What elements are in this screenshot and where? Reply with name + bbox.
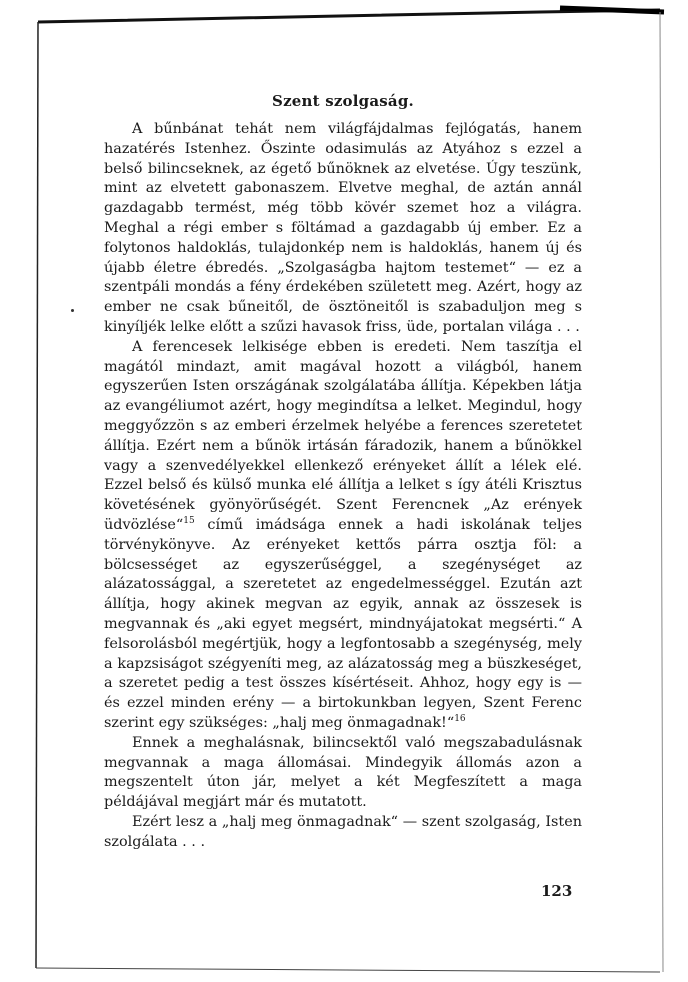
page-body [104, 84, 582, 852]
paragraph-2: A ferencesek lelkisége ebben is eredeti. Nem taszítja el magától mindazt, amit magával hozott a világból, hanem egyszerűen Isten országának szolgálatába állítja. Képekben látja az evangéliumot azért, hogy megindítsa a lelket. Megindul, hogy meggyőzzön s az emberi érzelmek helyébe a ferences szeretetet állítja. Ezért nem a bűnök irtásán fáradozik, hanem a bűnökkel vagy a szenvedélyekkel ellenkező erényeket állít a lélek elé. Ezzel belső és külső munka elé állítja a lelket s így átéli Krisztus követésének gyönyörűségét. Szent Ferencnek „Az erények üdvözlése“$^{15}$ című imádsága ennek a hadi iskolának teljes törvénykönyve. Az erényeket kettős párra osztja föl: a bölcsességet az egyszerűséggel, a szegénységet az alázatossággal, a szeretetet az engedelmességgel. Ezután azt állítja, hogy akinek megvan az egyik, annak az összesek is megvannak és „aki egyet megsért, mindnyájatokat megsérti.“ A felsorolásból megértjük, hogy a legfontosabb a szegénység, mely a kapzsiságot szégyeníti meg, az alázatosság meg a büszkeséget, a szeretet pedig a test összes kísértéseit. Ahhoz, hogy egy is — és ezzel minden erény — a birtokunkban legyen, Szent Ferenc szerint egy szükséges: „halj meg önmagadnak!“$^{16}$ [104, 338, 582, 731]
paragraph-1: A bűnbánat tehát nem világfájdalmas fejlógatás, hanem hazatérés Istenhez. Őszinte odasimulás az Atyához s ezzel a belső bilincseknek, az égető bűnöknek az elvetése. Úgy teszünk, mint az elvetett gabonaszem. Elvetve meghal, de aztán annál gazdagabb termést, még több kövér szemet hoz a világra. Meghal a régi ember s föltámad a gazdagabb új ember. Ez a folytonos haldoklás, tulajdonkép nem is haldoklás, hanem új és újabb életre ébredés. „Szolgaságba hajtom testemet“ — ez a szentpáli mondás a fény érdekében született meg. Azért, hogy az ember ne csak bűneitől, de ösztöneitől is szabaduljon meg s kinyíljék lelke előtt a szűzi havasok friss, üde, portalan világa . . . [104, 121, 582, 335]
page-number: 123 [541, 882, 573, 900]
paragraph-4: Ezért lesz a „halj meg önmagadnak“ — szent szolgaság, Isten szolgálata . . . [104, 813, 582, 850]
footnote-ref-15: 15 [183, 516, 195, 527]
scan-speck [71, 309, 74, 312]
footnote-ref-16: 16 [454, 714, 466, 725]
paragraph-3: Ennek a meghalásnak, bilincsektől való megszabadulásnak megvannak a maga állomásai. Mindegyik állomás azon a megszentelt úton jár, melyet a két Megfeszített a maga példájával megjárt már és mutatott. [104, 734, 582, 811]
section-title: Szent szolgaság. [272, 92, 414, 110]
